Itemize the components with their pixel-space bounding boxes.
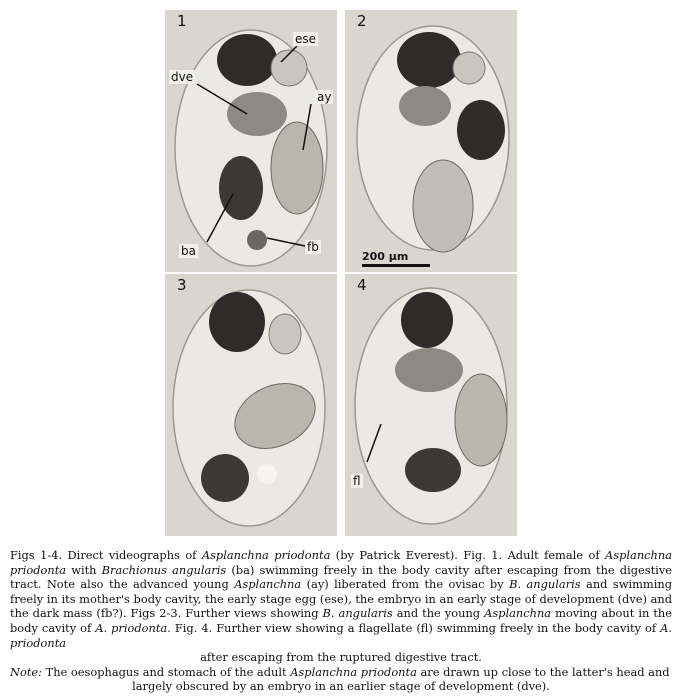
caption-species: A. priodonta xyxy=(10,620,673,650)
caption-text: and the young xyxy=(392,606,485,621)
caption-text: (ay) liberated from the ovisac by xyxy=(301,577,510,592)
caption-last-line: after escaping from the ruptured digestive tract. xyxy=(200,650,482,665)
caption-text: (ba) swimming freely in the body cavity after escaping from the digestive tract. Note also the advanced young xyxy=(10,562,672,592)
micrograph-3 xyxy=(165,274,337,536)
caption-species: Asplanchna xyxy=(484,606,552,621)
label-fb: fb xyxy=(307,240,319,254)
caption-species: Asplanchna xyxy=(234,577,302,592)
figure-caption xyxy=(10,548,672,694)
caption-text: with xyxy=(66,562,102,577)
panel-number: 3 xyxy=(177,276,187,294)
caption-species: Asplanchna priodonta xyxy=(201,548,331,562)
caption-text: The oesophagus and stomach of the adult xyxy=(41,664,291,679)
panel-number: 4 xyxy=(357,276,367,294)
micrograph-1 xyxy=(165,10,337,272)
caption-text: Figs 1-4. Direct videographs of xyxy=(10,548,202,562)
caption-species: B. angularis xyxy=(322,606,393,621)
caption-text: and swimming freely in its mother's body cavity, the early stage egg (ese), the embryo in an early stage of development (dve) and the dark mass (fb?). Figs 2-3. Further views showing xyxy=(10,577,673,621)
caption-text: . Fig. 4. Further view showing a flagellate (fl) swimming freely in the body cavity of xyxy=(167,620,661,635)
caption-text: (by Patrick Everest). Fig. 1. Adult female of xyxy=(330,548,606,562)
note-label: Note: xyxy=(10,664,42,679)
micrograph-2 xyxy=(345,10,517,272)
label-fl: fl xyxy=(353,474,361,488)
scale-bar-label: 200 µm xyxy=(362,250,409,263)
panel-number: 1 xyxy=(177,12,187,30)
panel-number: 2 xyxy=(357,12,367,30)
scale-bar xyxy=(362,264,430,267)
caption-text: are drawn up close to the latter's head and xyxy=(416,664,670,679)
micrograph-4 xyxy=(345,274,517,536)
caption-species: Asplanchna priodonta xyxy=(10,548,672,577)
caption-species: A. priodonta xyxy=(95,620,168,635)
figure-panel-1 xyxy=(165,10,337,272)
caption-species: Brachionus angularis xyxy=(101,562,227,577)
caption-species: Asplanchna priodonta xyxy=(290,664,417,679)
label-dve: dve xyxy=(171,70,194,84)
caption-text: moving about in the body cavity of xyxy=(10,606,672,635)
caption-note-last-line: largely obscured by an embryo in an earlier stage of development (dve). xyxy=(132,679,550,694)
label-ba: ba xyxy=(181,244,196,258)
caption-species: B. angularis xyxy=(509,577,581,592)
figure-panel-2 xyxy=(345,10,517,272)
label-ay: ay xyxy=(317,90,332,104)
label-ese: ese xyxy=(295,32,317,46)
caption-note xyxy=(10,665,672,680)
figure-panel-4 xyxy=(345,274,517,536)
figure-panel-3 xyxy=(165,274,337,536)
